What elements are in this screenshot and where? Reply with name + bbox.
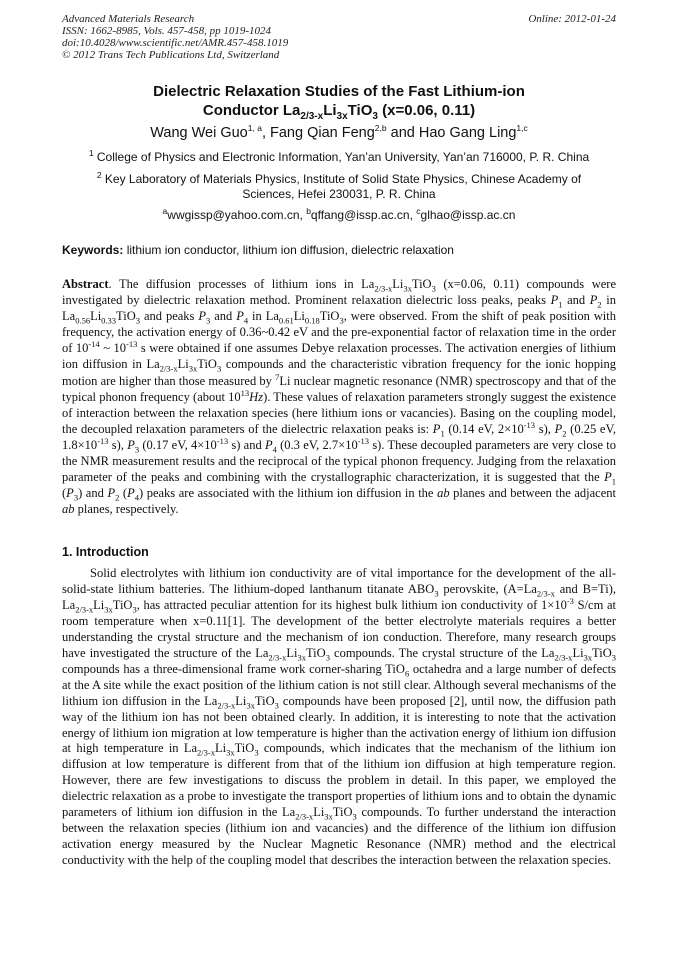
title-line-2: Conductor $La_{2/3-x}Li_{3x}TiO_3$ (x=0.06, 0.11) [202,102,476,122]
section-heading-introduction: 1. Introduction [62,545,149,559]
journal-name: Advanced Materials Research [62,13,195,25]
paper-title [62,82,616,120]
keywords-text: lithium ion conductor, lithium ion diffusion, dielectric relaxation [123,243,454,257]
introduction-paragraph: Solid electrolytes with lithium ion conductivity are of vital importance for the development of the all-solid-state lithium batteries. The lithium-doped lanthanum titanate $ABO_3$ perovskite, ($A=La_{2/3-x}$ and B=Ti), $La_{2/3-x}Li_{3x}TiO_3$, has attracted peculiar attention for its highest bulk lithium ion conductivity of $1\times 10^{-3}$ S/cm at room temperature when x=0.11[1]. The development of the better electrolyte materials requires a better understanding the crystal structure and the mechanism of ion conduction. Therefore, many research groups have investigated the structure of the $La_{2/3-x}Li_{3x}TiO_3$ compounds. The crystal structure of the $La_{2/3-x}Li_{3x}TiO_3$ compounds has a three-dimensional frame work corner-sharing TiO$_6$ octahedra and a large number of defects at the A site while the exact position of the lithium cation is not still clear. Although several mechanisms of the lithium ion diffusion in the $La_{2/3-x}Li_{3x}TiO_3$ compounds have been proposed [2], until now, the diffusion path way of the lithium ion has not been obtained clearly. In addition, it is interesting to note that the activation energy of lithium ion migration at low temperature is higher than the activation energy of lithium ion diffusion at high temperature in $La_{2/3-x}Li_{3x}TiO_3$ compounds, which indicates that the mechanism of the lithium ion diffusion at low temperature is different from that of the lithium ion diffusion at high temperature region. However, there are few investigations to discuss the problem in detail. In this paper, we employed the dielectric relaxation as a probe to investigate the transport properties of lithium ions and to obtain the dynamic parameters of lithium ion diffusion in the $La_{2/3-x}Li_{3x}TiO_3$ compounds. To further understand the interaction between the relaxation species (lithium ion and vacancies) and the difference of the lithium ion diffusion activation energy measured by the Nuclear Magnetic Resonance (NMR) method and the electrical conductivity with the help of the coupling model that describes the interaction between the relaxation species. [62,566,617,868]
author-list: Wang Wei Guo$^{1, a}$, Fang Qian Feng$^{2,b}$ and Hao Gang Ling$^{1,c}$ [150,123,528,141]
journal-header [62,13,288,61]
journal-copyright: © 2012 Trans Tech Publications Ltd, Switzerland [62,49,280,61]
keywords [62,243,616,258]
title-line-1: Dielectric Relaxation Studies of the Fast Lithium-ion [153,83,525,100]
author-2: Fang Qian Feng [270,125,375,141]
affiliation-1: $^1$ College of Physics and Electronic Information, Yan’an University, Yan’an 716000, P. R. China [88,148,590,164]
author-3: Hao Gang Ling [418,125,517,141]
abstract-label: Abstract [62,277,109,291]
journal-doi: doi:10.4028/www.scientific.net/AMR.457-458.1019 [62,37,289,49]
abstract: Abstract. The diffusion processes of lithium ions in $La_{2/3-x}Li_{3x}TiO_3$ (x=0.06, 0.11) compounds were investigated by dielectric relaxation method. Prominent relaxation dielectric loss peaks, peaks $P_1$ and $P_2$ in $La_{0.56}Li_{0.33}TiO_3$ and peaks $P_3$ and $P_4$ in $La_{0.61}Li_{0.18}TiO_3$, were observed. From the shift of peak position with frequency, the activation energy of 0.36~0.42 eV and the pre-exponential factor of relaxation time in the order of $10^{-14}$ ~ $10^{-13}$ s were obtained if one assumes Debye relaxation processes. The activation energies of lithium ion diffusion in $La_{2/3-x}Li_{3x}TiO_3$ compounds and the characteristic vibration frequency for the ionic hopping motion are higher than those measured by $^7$Li nuclear magnetic resonance (NMR) spectroscopy and that of the typical phonon frequency (about $10^{13}Hz$). These values of relaxation parameters strongly suggest the existence of interaction between the relaxation species (here lithium ions or vacancies). Basing on the coupling model, the decoupled relaxation parameters of the dielectric relaxation peaks is: $P_1$ (0.14 eV, $2\times 10^{-13}$ s), $P_2$ (0.25 eV, $1.8\times 10^{-13}$ s), $P_3$ (0.17 eV, $4\times 10^{-13}$ s) and $P_4$ (0.3 eV, $2.7\times 10^{-13}$ s). These decoupled parameters are very close to the NMR measurement results and the reciprocal of the typical phonon frequency. Judging from the relaxation parameter of the peaks and combining with the crystallographic characterization, it is suggested that the $P_1$ $(P_3)$ and $P_2$ $(P_4)$ peaks are associated with the lithium ion diffusion in the ab planes and between the adjacent ab planes, respectively. [62,277,617,517]
author-1: Wang Wei Guo [150,125,248,141]
online-date: Online: 2012-01-24 [528,13,616,25]
affiliation-2: $^2$ Key Laboratory of Materials Physics, Institute of Solid State Physics, Chinese Academy of Sciences, Hefei 230031, P. R. China [96,170,582,201]
journal-issn: ISSN: 1662-8985, Vols. 457-458, pp 1019-1024 [62,25,271,37]
author-emails: $^a$wwgissp@yahoo.com.cn, $^b$qffang@issp.ac.cn, $^c$glhao@issp.ac.cn [162,206,516,222]
keywords-label: Keywords: [62,243,124,257]
